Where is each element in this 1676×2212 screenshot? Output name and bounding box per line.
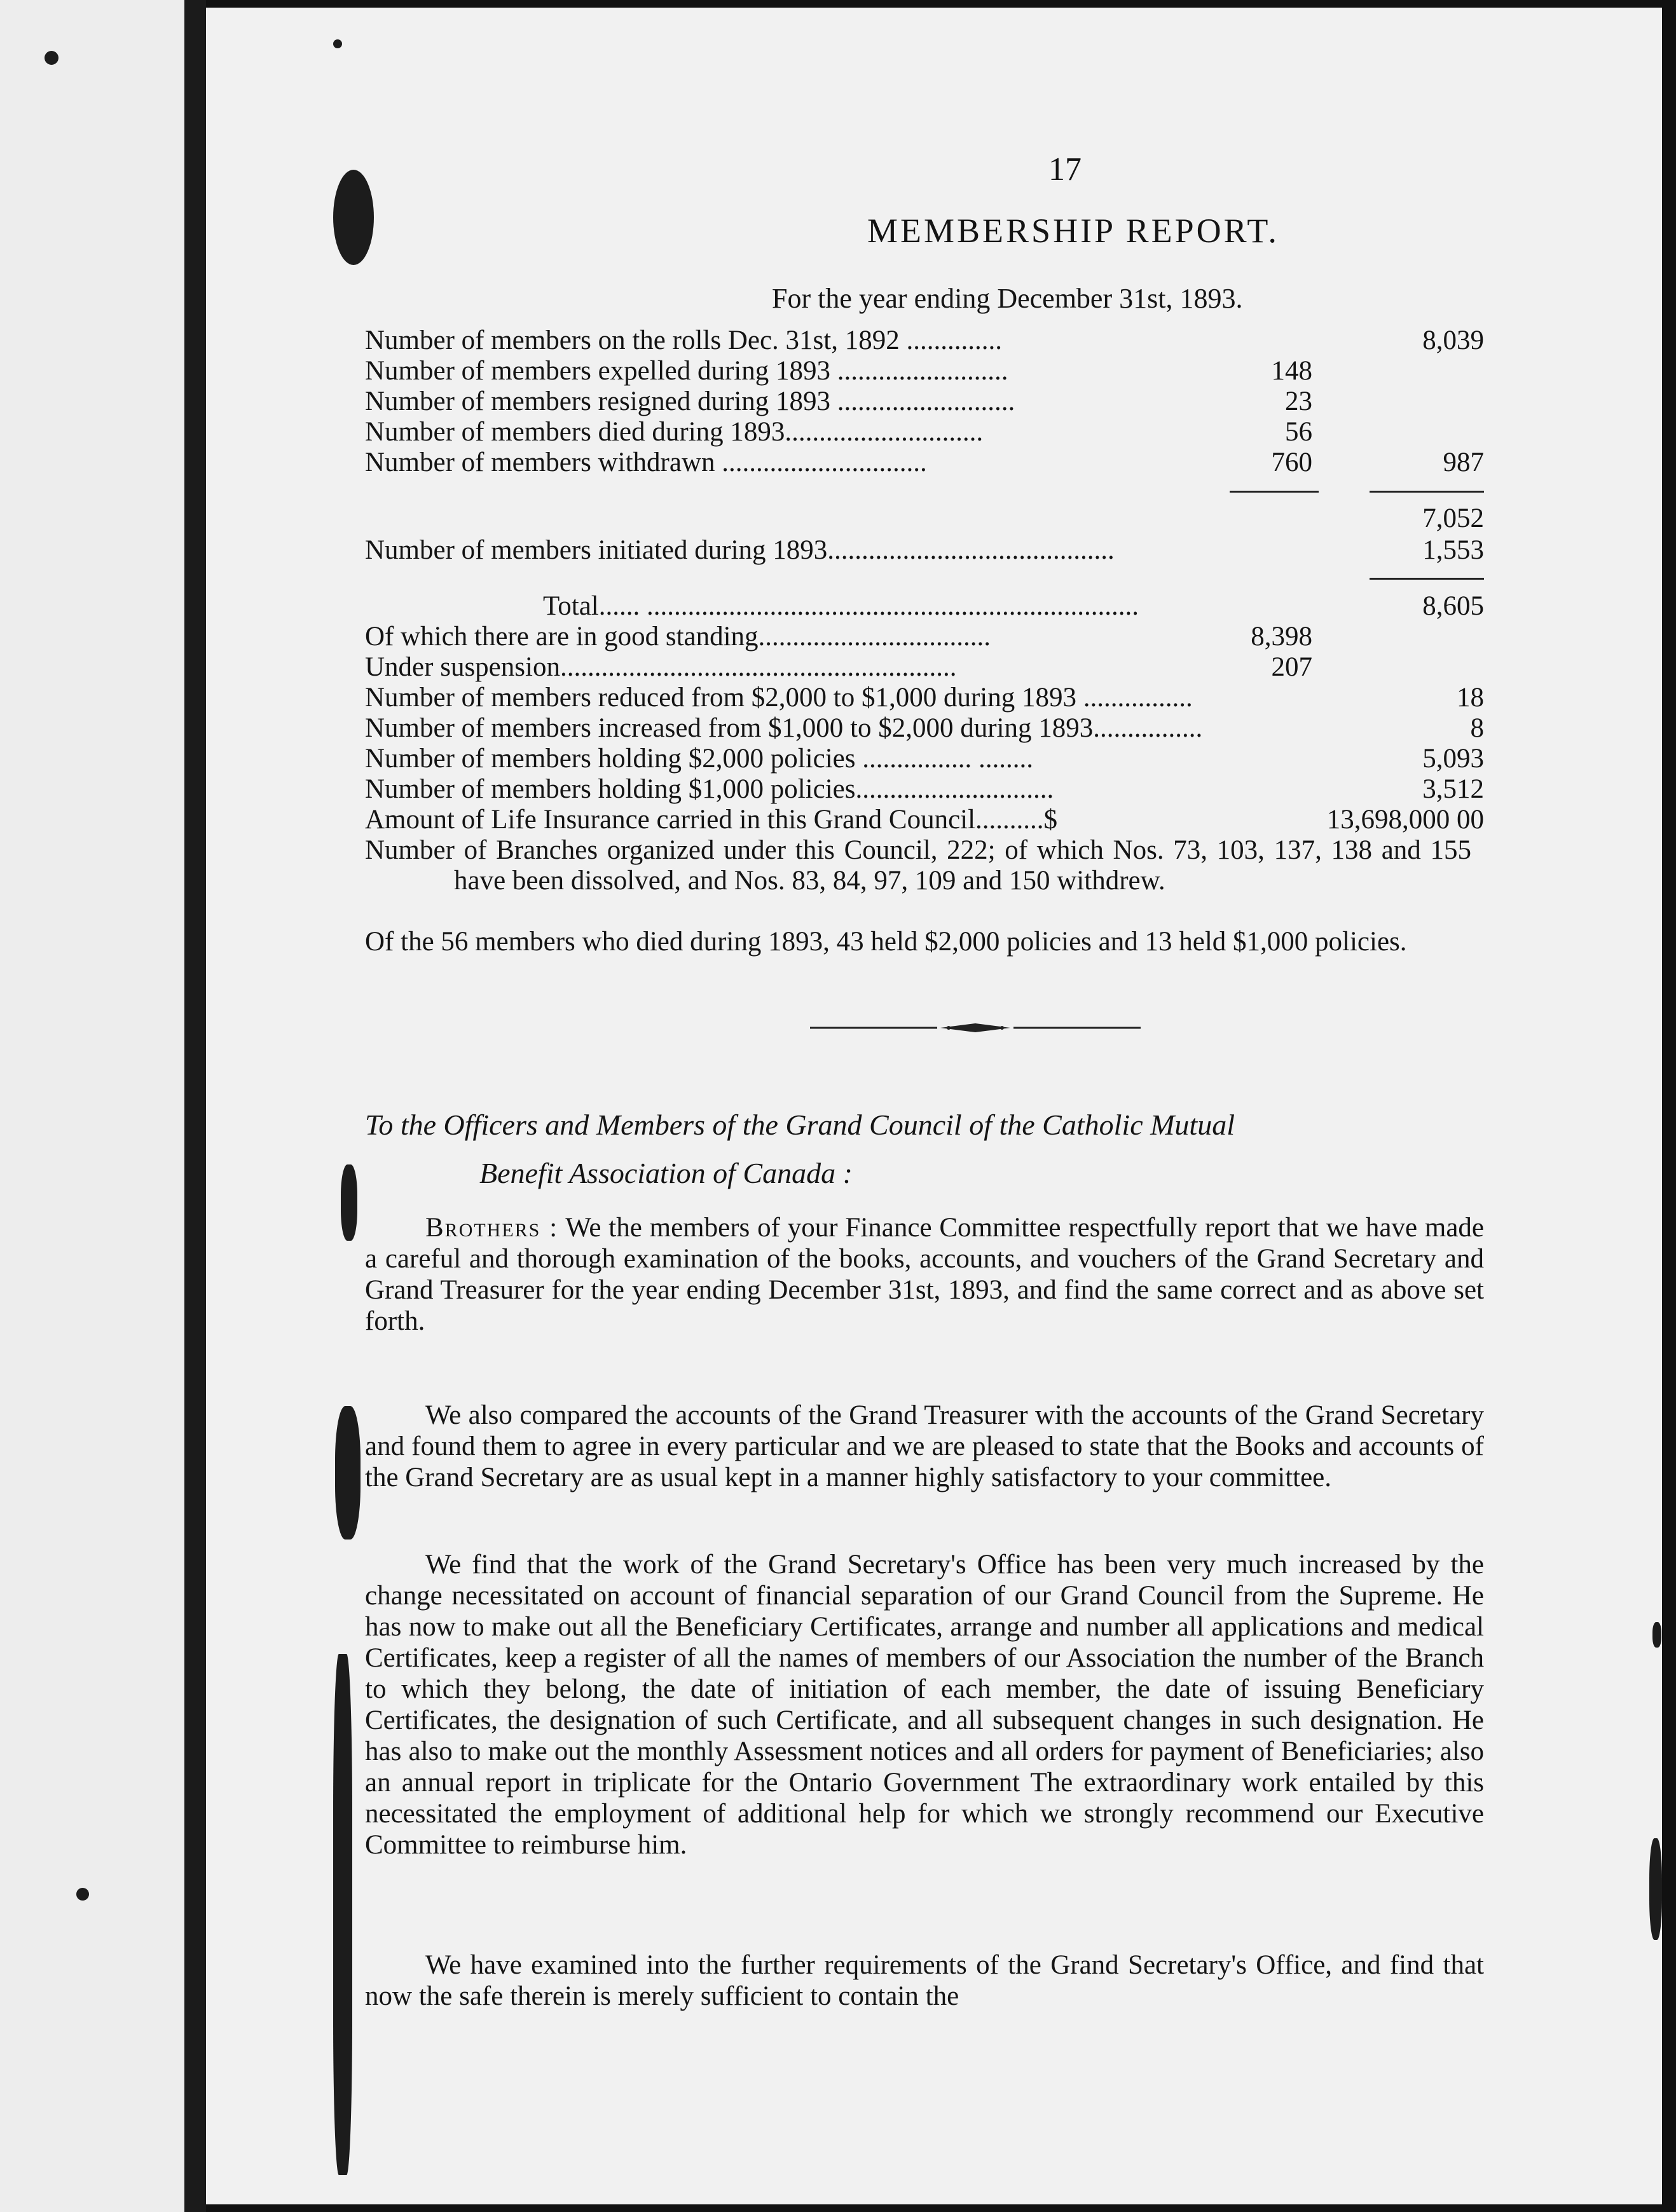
stat-value-col1: 148 [1271, 356, 1312, 386]
stat-value-col2: 3,512 [1422, 774, 1484, 804]
facing-page-edge [0, 0, 184, 2212]
stat-label: Number of members withdrawn .............................. [365, 447, 927, 477]
stat-row [365, 386, 1484, 417]
stat-value-col2: 8,039 [1422, 325, 1484, 355]
paragraph-3: We find that the work of the Grand Secretary's Office has been very much increased by the change necessitated on account of financial separation of our Grand Council from the Supreme. He has now to make out all the Beneficiary Certificates, arrange and number all applications and medical Certificates, keep a register of all the names of members of our Association the number of the Branch to which they belong, the date of initiation of each member, the date of issuing Beneficiary Certificates, the designation of such Certificate, and all subsequent changes in such designation. He has also to make out the monthly Assessment notices and all orders for payment of Beneficiaries; also an annual report in triplicate for the Ontario Government The extraordinary work entailed by this necessitated the employment of additional help for which we strongly recommend our Executive Committee to reimburse him. [365, 1550, 1484, 1860]
stat-label: Number of members holding $2,000 policies ................ ........ [365, 744, 1033, 774]
stat-value-col2: 8,605 [1422, 591, 1484, 621]
stat-label: Under suspension.......................................................... [365, 652, 957, 682]
report-subtitle: For the year ending December 31st, 1893. [772, 283, 1243, 314]
stat-value-col2: 5,093 [1422, 744, 1484, 774]
stat-value-col1: 207 [1271, 652, 1312, 682]
stat-label: Number of members reduced from $2,000 to $1,000 during 1893 ................ [365, 683, 1193, 713]
ink-blot [333, 170, 374, 265]
ink-blot [1649, 1838, 1662, 1940]
stat-value-col2: 7,052 [1422, 503, 1484, 533]
stat-row [365, 356, 1484, 386]
stat-value-col2: 13,698,000 00 [1326, 805, 1484, 835]
stat-value-col2: 1,553 [1422, 535, 1484, 565]
ink-blot [1652, 1622, 1661, 1648]
stat-row [365, 591, 1484, 622]
subtotal-rule [1230, 491, 1319, 493]
stat-row [365, 805, 1484, 835]
divider-ornament-icon [810, 1021, 1141, 1034]
stat-label: Number of members increased from $1,000 to $2,000 during 1893................ [365, 713, 1203, 743]
stat-row [365, 713, 1484, 744]
stat-value-col2: 987 [1443, 447, 1484, 477]
address-line-1: To the Officers and Members of the Grand Council of the Catholic Mutual [365, 1109, 1235, 1141]
stat-label: Amount of Life Insurance carried in this Grand Council..........$ [365, 805, 1058, 835]
stat-value-col1: 760 [1271, 447, 1312, 477]
address-heading [365, 1101, 1484, 1198]
stat-value-col1: 56 [1285, 417, 1312, 447]
stat-row [365, 503, 1484, 534]
stat-row [365, 683, 1484, 713]
stat-value-col2: 8 [1470, 713, 1484, 743]
stat-label: Number of members initiated during 1893.......................................... [365, 535, 1115, 565]
total-rule [1370, 578, 1484, 580]
salutation: Brothers : [425, 1213, 559, 1243]
paragraph-2: We also compared the accounts of the Grand Treasurer with the accounts of the Grand Secretary and found them to agree in every particular and we are pleased to state that the Books and accounts of the Grand Secretary are as usual kept in a manner highly satisfactory to your committee. [365, 1400, 1484, 1492]
page-number: 17 [1048, 151, 1082, 188]
stat-value-col1: 23 [1285, 386, 1312, 416]
document-page [206, 8, 1662, 2204]
report-title: MEMBERSHIP REPORT. [867, 212, 1279, 250]
ink-blot [335, 1406, 361, 1540]
ink-spot [45, 51, 58, 65]
stat-row [365, 652, 1484, 683]
ink-spot [76, 1888, 89, 1901]
stat-row [365, 535, 1484, 566]
stat-value-col2: 18 [1457, 683, 1484, 713]
subtotal-rule [1370, 491, 1484, 493]
stat-row [365, 744, 1484, 774]
paragraph-1 [365, 1212, 1484, 1337]
stat-label: Number of members holding $1,000 policies............................. [365, 774, 1054, 804]
stat-value-col1: 8,398 [1251, 622, 1312, 652]
stat-row [365, 325, 1484, 356]
ink-spot [333, 39, 342, 48]
paragraph-4: We have examined into the further requirements of the Grand Secretary's Office, and find that now the safe therein is merely sufficient to contain the [365, 1950, 1484, 2011]
stat-label: Total...... ........................................................................ [543, 591, 1139, 621]
stat-row [365, 774, 1484, 805]
paragraph-1-text: We the members of your Finance Committee respectfully report that we have made a careful and thorough examination of the books, accounts, and vouchers of the Grand Secretary and Grand Treasurer for the year ending December 31st, 1893, and find the same correct and as above set forth. [365, 1213, 1485, 1336]
book-gutter [184, 0, 206, 2212]
ink-streak [333, 1654, 352, 2175]
stat-label: Number of members expelled during 1893 ......................... [365, 356, 1008, 386]
stat-label: Number of members resigned during 1893 .......................... [365, 386, 1015, 416]
stat-label: Number of members died during 1893............................. [365, 417, 984, 447]
ink-blot [341, 1164, 357, 1241]
stat-row [365, 622, 1484, 652]
stat-label: Number of members on the rolls Dec. 31st, 1892 .............. [365, 325, 1002, 355]
address-line-2: Benefit Association of Canada : [479, 1157, 853, 1189]
branches-note: Number of Branches organized under this Council, 222; of which Nos. 73, 103, 137, 138 and 155 have been dissolved, and Nos. 83, 84, 97, 109 and 150 withdrew. [365, 835, 1471, 896]
stat-label: Of which there are in good standing.................................. [365, 622, 991, 652]
deaths-note: Of the 56 members who died during 1893, 43 held $2,000 policies and 13 held $1,000 policies. [365, 927, 1407, 957]
stat-row [365, 447, 1484, 478]
stat-row [365, 417, 1484, 447]
